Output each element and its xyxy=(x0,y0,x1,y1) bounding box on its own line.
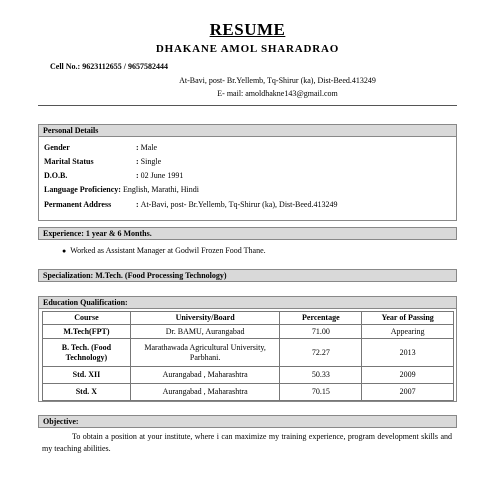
experience-text: Worked as Assistant Manager at Godwil Frozen Food Thane. xyxy=(70,246,266,255)
personal-row-gender: Gender : Male xyxy=(44,143,158,152)
personal-value: English, Marathi, Hindi xyxy=(122,185,199,194)
table-header-row xyxy=(43,312,454,325)
personal-row-language: Language Proficiency: English, Marathi, Hindi xyxy=(44,185,199,194)
personal-row-marital-status: Marital Status : Single xyxy=(44,157,162,166)
personal-value: 02 June 1991 xyxy=(140,171,184,180)
table-cell: Dr. BAMU, Aurangabad xyxy=(130,325,280,339)
objective-heading: Objective: xyxy=(38,415,457,428)
personal-label: Marital Status xyxy=(44,157,94,166)
table-cell: Marathawada Agricultural University, Parbhani. xyxy=(130,339,280,367)
table-cell: 72.27 xyxy=(280,339,362,367)
objective-text: To obtain a position at your institute, where i can maximize my training experience, program development skills and my teaching abilities. xyxy=(42,432,452,453)
table-row xyxy=(43,367,454,384)
table-row xyxy=(43,325,454,339)
personal-label: Language Proficiency xyxy=(44,185,119,194)
education-table xyxy=(42,311,454,401)
experience-heading: Experience: 1 year & 6 Months. xyxy=(38,227,457,240)
personal-row-address: Permanent Address : At-Bavi, post- Br.Yellemb, Tq-Shirur (ka), Dist-Beed.413249 xyxy=(44,200,338,209)
table-cell: Aurangabad , Maharashtra xyxy=(130,384,280,401)
table-cell: 50.33 xyxy=(280,367,362,384)
personal-label: D.O.B. xyxy=(44,171,68,180)
table-cell: 2007 xyxy=(362,384,454,401)
table-cell: 2009 xyxy=(362,367,454,384)
resume-title: RESUME xyxy=(209,20,286,39)
column-header: University/Board xyxy=(130,312,280,325)
table-cell: 70.15 xyxy=(280,384,362,401)
header-email: E- mail: amoldhakne143@gmail.com xyxy=(217,89,338,98)
table-cell: Appearing xyxy=(362,325,454,339)
education-heading: Education Qualification: xyxy=(38,296,457,309)
personal-details-heading: Personal Details xyxy=(38,124,457,137)
table-cell: Aurangabad , Maharashtra xyxy=(130,367,280,384)
column-header: Year of Passing xyxy=(362,312,454,325)
bullet-icon: ● xyxy=(62,247,67,255)
header-address: At-Bavi, post- Br.Yellemb, Tq-Shirur (ka), Dist-Beed.413249 xyxy=(179,76,376,85)
table-cell: 71.00 xyxy=(280,325,362,339)
table-cell: Std. X xyxy=(43,384,131,401)
table-cell: B. Tech. (Food Technology) xyxy=(43,339,131,367)
personal-value: Male xyxy=(140,143,158,152)
column-header: Course xyxy=(43,312,131,325)
table-cell: Std. XII xyxy=(43,367,131,384)
column-header: Percentage xyxy=(280,312,362,325)
table-cell: 2013 xyxy=(362,339,454,367)
personal-value: Single xyxy=(140,157,162,166)
personal-value: At-Bavi, post- Br.Yellemb, Tq-Shirur (ka), Dist-Beed.413249 xyxy=(140,200,338,209)
personal-row-dob: D.O.B. : 02 June 1991 xyxy=(44,171,184,180)
table-cell: M.Tech(FPT) xyxy=(43,325,131,339)
experience-item xyxy=(62,246,266,255)
specialization-heading: Specialization: M.Tech. (Food Processing Technology) xyxy=(38,269,457,282)
cell-number: Cell No.: 9623112655 / 9657582444 xyxy=(50,62,168,71)
personal-label: Permanent Address xyxy=(44,200,112,209)
table-row xyxy=(43,384,454,401)
table-row xyxy=(43,339,454,367)
candidate-name: DHAKANE AMOL SHARADRAO xyxy=(155,43,340,55)
personal-label: Gender xyxy=(44,143,70,152)
header-divider xyxy=(38,105,457,106)
